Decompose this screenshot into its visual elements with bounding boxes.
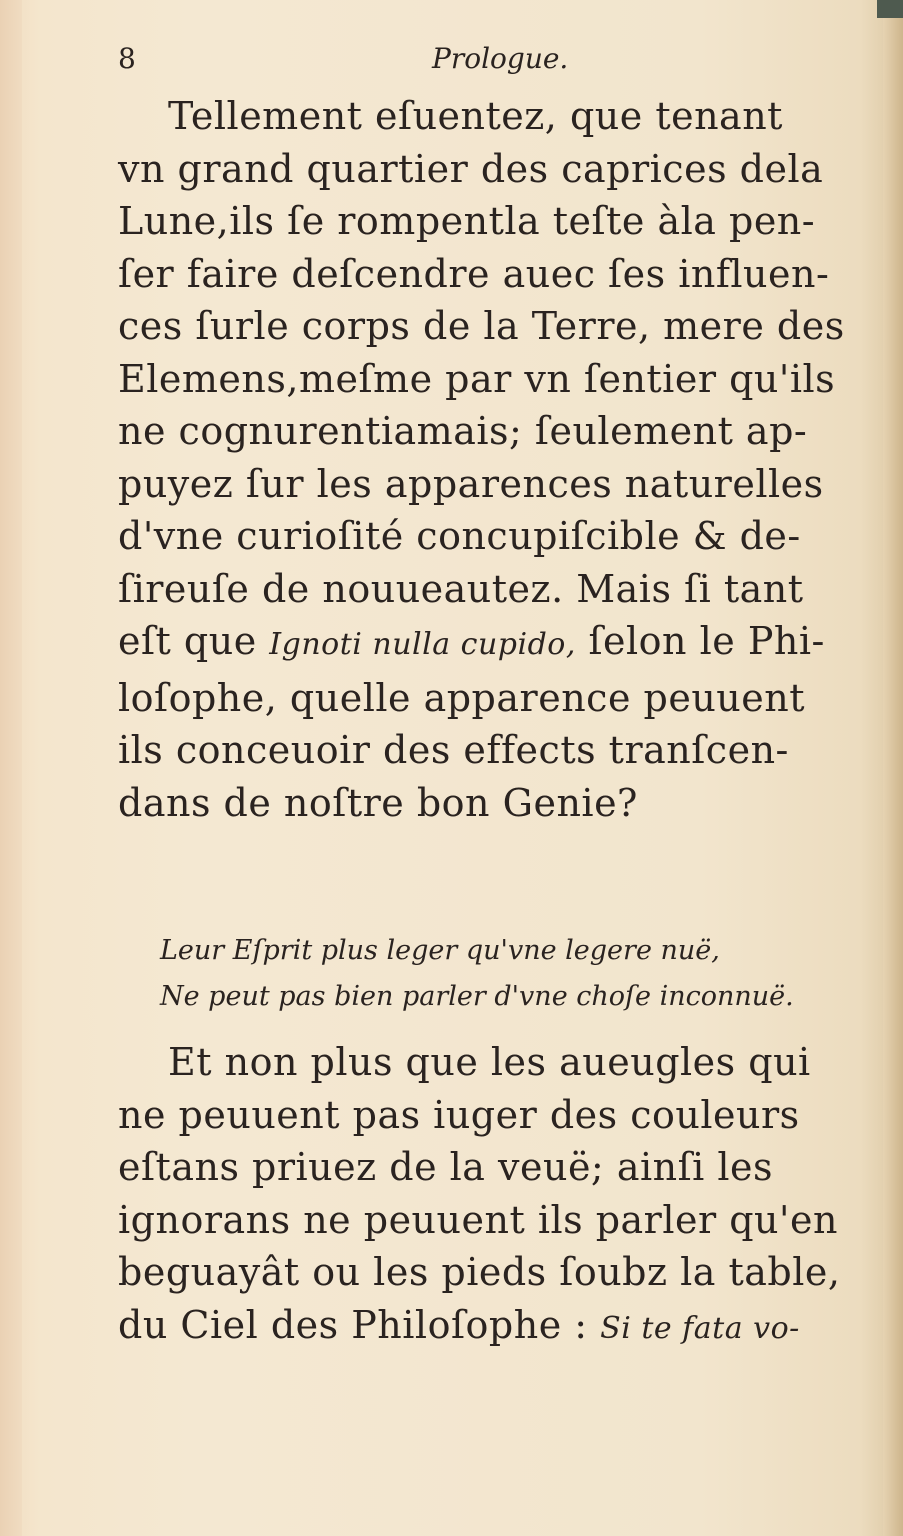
running-title: Prologue. [432, 42, 569, 75]
page-edge [883, 0, 903, 1536]
text-line: ils conceuoir des effects tranſcen- [118, 728, 789, 772]
binding-corner [877, 0, 903, 18]
page-number: 8 [118, 42, 136, 75]
text-line-with-quote [118, 1299, 852, 1356]
text-line: loſophe, quelle apparence peuuent [118, 675, 806, 720]
text-line: puyez ſur les apparences naturelles [118, 461, 824, 506]
text-line: ſer faire deſcendre auec ſes influen- [118, 251, 830, 296]
verse-line: Ne peut pas bien parler d'vne choſe inconnuë. [160, 981, 794, 1012]
text-line: d'vne curioſité concupiſcible & de- [118, 514, 801, 558]
text-line: ne peuuent pas iuger des couleurs [118, 1092, 800, 1137]
text-line: beguayât ou les pieds ſoubz la table, [118, 1250, 841, 1294]
text-segment: du Ciel des Philoſophe : [118, 1302, 601, 1347]
verse-couplet [160, 928, 850, 1020]
page-header [0, 38, 903, 78]
text-line: Tellement eſuentez, que tenant [168, 94, 783, 138]
text-segment: ſelon le Phi- [575, 619, 825, 663]
text-line-with-quote [118, 615, 852, 672]
text-line: Lune,ils ſe rompentla teſte àla pen- [118, 199, 816, 243]
text-line: ces ſurle corps de la Terre, mere des [118, 304, 845, 348]
latin-quotation: Ignoti nulla cupido, [269, 627, 576, 662]
page-gutter [0, 0, 22, 1536]
text-line: ignorans ne peuuent ils parler qu'en [118, 1197, 838, 1242]
text-line: eſtans priuez de la veuë; ainſi les [118, 1145, 774, 1189]
text-line: vn grand quartier des caprices dela [118, 146, 824, 191]
latin-quotation: Si te fata vo- [600, 1310, 800, 1346]
text-line: Elemens,meſme par vn ſentier qu'ils [118, 356, 836, 401]
paragraph-2 [118, 1036, 852, 1355]
text-line: ne cognurentiamais; ſeulement ap- [118, 409, 808, 453]
paragraph-1 [118, 90, 852, 829]
verse-line: Leur Eſprit plus leger qu'vne legere nuë, [160, 935, 720, 966]
text-line: dans de noſtre bon Genie? [118, 780, 638, 825]
text-segment: eſt que [118, 619, 270, 663]
text-line: ſireuſe de nouueautez. Mais ſi tant [118, 566, 804, 611]
text-line: Et non plus que les aueugles qui [168, 1040, 811, 1084]
